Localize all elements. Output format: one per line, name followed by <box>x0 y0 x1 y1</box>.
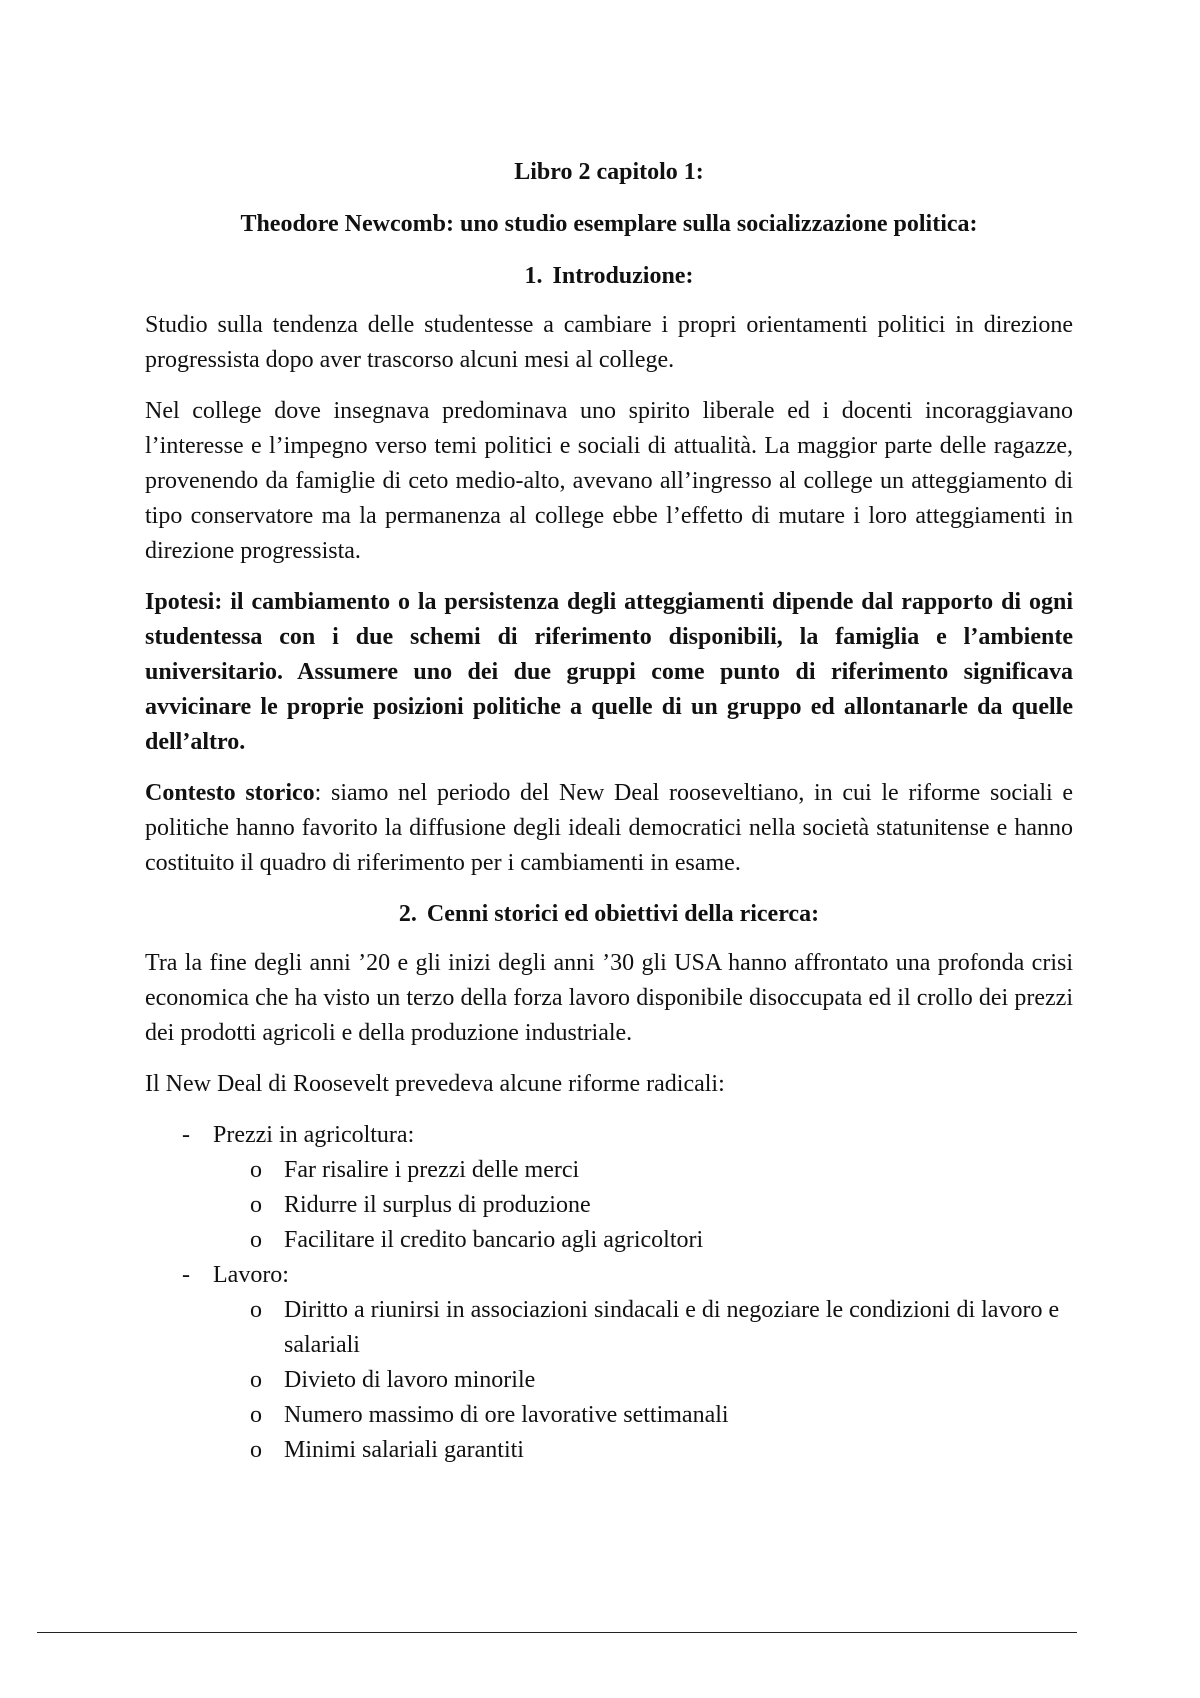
section-1-heading <box>145 259 1073 294</box>
section-2-title: Cenni storici ed obiettivi della ricerca: <box>426 901 820 927</box>
reforms-list <box>145 1118 1073 1468</box>
list-item-text: Facilitare il credito bancario agli agricoltori <box>284 1227 704 1253</box>
list-item-text: Diritto a riunirsi in associazioni sindacali e di negoziare le condizioni di lavoro e salariali <box>284 1297 1060 1358</box>
dash-bullet: - <box>182 1262 190 1288</box>
list-item <box>250 1363 1073 1398</box>
section-2-paragraph-1: Tra la fine degli anni ’20 e gli inizi degli anni ’30 gli USA hanno affrontato una profonda crisi economica che ha visto un terzo della forza lavoro disponibile disoccupata ed il crollo dei prezzi dei prodotti agricoli e della produzione industriale. <box>145 950 1073 1046</box>
reform-category-labour <box>182 1258 1073 1468</box>
section-2-paragraph-2: Il New Deal di Roosevelt prevedeva alcune riforme radicali: <box>145 1071 725 1097</box>
document-subtitle: Theodore Newcomb: uno studio esemplare sulla socializzazione politica: <box>240 211 978 237</box>
hypothesis-paragraph: Ipotesi: il cambiamento o la persistenza degli atteggiamenti dipende dal rapporto di ogni studentessa con i due schemi di riferimento disponibili, la famiglia e l’ambiente universitario. Assumere uno dei due gruppi come punto di riferimento significava avvicinare le proprie posizioni politiche a quelle di un gruppo ed allontanarle da quelle dell’altro. <box>145 589 1073 755</box>
list-item-text: Divieto di lavoro minorile <box>284 1367 536 1393</box>
section-2-heading <box>145 897 1073 932</box>
historical-context-label: Contesto storico <box>145 780 315 806</box>
reform-category-agriculture <box>182 1118 1073 1258</box>
circle-bullet: o <box>250 1192 262 1218</box>
reform-sublist <box>213 1293 1073 1468</box>
circle-bullet: o <box>250 1227 262 1253</box>
dash-bullet: - <box>182 1122 190 1148</box>
section-2-number: 2. <box>398 901 417 927</box>
list-item-text: Minimi salariali garantiti <box>284 1437 524 1463</box>
circle-bullet: o <box>250 1297 262 1323</box>
document-page <box>145 155 1073 1468</box>
circle-bullet: o <box>250 1157 262 1183</box>
footer-divider <box>37 1632 1077 1633</box>
circle-bullet: o <box>250 1402 262 1428</box>
reform-category-label: Prezzi in agricoltura: <box>213 1122 415 1148</box>
document-title: Libro 2 capitolo 1: <box>514 159 704 185</box>
list-item-text: Numero massimo di ore lavorative settimanali <box>284 1402 729 1428</box>
list-item <box>250 1398 1073 1433</box>
list-item-text: Far risalire i prezzi delle merci <box>284 1157 580 1183</box>
list-item <box>250 1188 1073 1223</box>
historical-context-paragraph <box>145 776 1073 881</box>
circle-bullet: o <box>250 1367 262 1393</box>
section-1-paragraph-2: Nel college dove insegnava predominava uno spirito liberale ed i docenti incoraggiavano l’interesse e l’impegno verso temi politici e sociali di attualità. La maggior parte delle ragazze, provenendo da famiglie di ceto medio-alto, avevano all’ingresso al college un atteggiamento di tipo conservatore ma la permanenza al college ebbe l’effetto di mutare i loro atteggiamenti in direzione progressista. <box>145 398 1073 564</box>
list-item <box>250 1293 1073 1363</box>
circle-bullet: o <box>250 1437 262 1463</box>
list-item-text: Ridurre il surplus di produzione <box>284 1192 591 1218</box>
section-1-title: Introduzione: <box>552 263 694 289</box>
list-item <box>250 1153 1073 1188</box>
section-1-number: 1. <box>524 263 543 289</box>
reform-category-label: Lavoro: <box>213 1262 289 1288</box>
historical-context-text: : siamo nel periodo del New Deal rooseveltiano, in cui le riforme sociali e politiche hanno favorito la diffusione degli ideali democratici nella società statunitense e hanno costituito il quadro di riferimento per i cambiamenti in esame. <box>145 780 1074 876</box>
list-item <box>250 1223 1073 1258</box>
section-1-paragraph-1: Studio sulla tendenza delle studentesse a cambiare i propri orientamenti politici in direzione progressista dopo aver trascorso alcuni mesi al college. <box>145 312 1073 373</box>
list-item <box>250 1433 1073 1468</box>
reform-sublist <box>213 1153 1073 1258</box>
